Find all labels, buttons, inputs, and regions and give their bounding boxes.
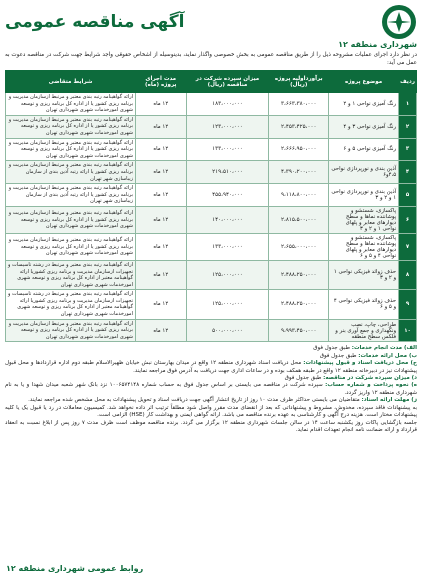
note-label: ب) محل ارائه خدمات:	[358, 352, 417, 359]
deposit-amount: ۱۲۳،۰۰۰،۰۰۰	[186, 115, 269, 138]
note-text: محل دریافت اسناد شهرداری منطقه ۱۲ واقع در میدان بهارستان نبش خیابان ظهیرالاسلام طبقه دوم اداره قراردادها و محل قبول پیشنهادات نیز در دبیرخانه منطقه ۱۲ واقع در طبقه همکف بوده و در ساعات اداری جهت دریافت به آدرس فوق مراجعه نمایند.	[5, 360, 417, 374]
note-item	[5, 420, 417, 435]
row-number: ۶	[399, 206, 417, 233]
note-text: جلسه بازگشایی پاکات روز یکشنبه ساعت ۱۴ در سالن جلسات شهرداری منطقه ۱۲ برگزار می گردد. برنده مناقصه موظف است ظرف مدت ۷ روز پس از ابلاغ نسبت به انعقاد قرارداد و ارائه ضمانت نامه انجام تعهدات اقدام نماید.	[5, 419, 418, 433]
footer-credit: روابط عمومی شهرداری منطقه ۱۲	[6, 564, 144, 573]
project-estimate: ۲،۸۱۵،۵۰۰،۰۰۰	[269, 206, 329, 233]
applicant-conditions: ارائه گواهینامه رتبه بندی معتبر و مرتبط ازسازمان مدیریت و برنامه ریزی کشور یا از اداره کل برنامه ریزی و توسعه شهری امورخدمات شهری شهرداری تهران	[6, 233, 136, 260]
table-row	[6, 260, 417, 289]
project-estimate: ۹،۱۱۸،۸۰۰،۰۰۰	[269, 184, 329, 207]
project-duration: ۱۲ ماه	[136, 138, 187, 161]
table-row	[6, 233, 417, 260]
applicant-conditions: ارائه گواهینامه رتبه بندی معتبر و مرتبط ازسازمان مدیریت و برنامه ریزی کشور یا از اداره کل برنامه ریزی و توسعه شهری امورخدمات شهری شهرداری تهران	[6, 319, 136, 342]
col-estimate: برآورداولیه پروژه (ریال)	[269, 71, 329, 93]
subtitle-row	[5, 40, 417, 49]
applicant-conditions: ارائه گواهینامه رتبه بندی معتبر و مرتبط ازسازمان مدیریت و برنامه ریزی کشور یا ارائه رتبه آذین بندی از سازمان زیباسازی شهر تهران	[6, 161, 136, 184]
note-item	[5, 345, 417, 352]
project-duration: ۱۲ ماه	[136, 319, 187, 342]
notes-section	[5, 345, 417, 434]
project-subject: آذین بندی و نورپردازی نواحی ۴،۵و۶	[329, 161, 399, 184]
row-number: ۷	[399, 233, 417, 260]
notice-title: آگهی مناقصه عمومی	[5, 12, 185, 32]
project-duration: ۱۲ ماه	[136, 206, 187, 233]
note-text: به پیشنهادات فاقد سپرده، مخدوش، مشروط و پیشنهاداتی که بعد از انقضای مدت مقرر واصل شود مطلقاً ترتیب اثر داده نخواهد شد. کمیسیون معاملات در رد یا قبول یک یا کلیه پیشنهادات مختار است. هزینه درج آگهی و کارشناسی به عهده برنده مناقصه می باشد. ارائه گواهی ایمنی و بهداشت کار (HSE) الزامی است.	[5, 404, 417, 419]
project-subject: رنگ آمیزی نواحی ۵ و ۶	[329, 138, 399, 161]
project-subject: پاکسازی، شستشو و پوشاننده نماها و سطح دیوارهای معابر و پلهای نواحی ۴ و ۵ و ۶	[329, 233, 399, 260]
project-estimate: ۲،۶۶۶،۹۵۰،۰۰۰	[269, 138, 329, 161]
row-number: ۵	[399, 184, 417, 207]
project-duration: ۱۲ ماه	[136, 260, 187, 289]
col-row-number: ردیف	[399, 71, 417, 93]
project-duration: ۱۲ ماه	[136, 233, 187, 260]
table-row	[6, 319, 417, 342]
table-header-row	[6, 71, 417, 93]
applicant-conditions: ارائه گواهینامه رتبه بندی معتبر و مرتبط ازسازمان مدیریت و برنامه ریزی کشور یا از اداره کل برنامه ریزی و توسعه شهری امورخدمات شهری شهرداری تهران	[6, 115, 136, 138]
project-estimate: ۲،۴۸۸،۲۵۰،۰۰۰	[269, 290, 329, 319]
project-estimate: ۲،۴۸۸،۲۵۰،۰۰۰	[269, 260, 329, 289]
deposit-amount: ۵۰۰،۰۰۰،۰۰۰	[186, 319, 269, 342]
applicant-conditions: ارائه گواهینامه رتبه بندی معتبر و مرتبط در رشته تاسیسات و تجهیزات ازسازمان مدیریت و برنامه ریزی کشوریا ارائه گواهینامه معتبر از اداره کل برنامه ریزی و توسعه شهری امورخدمات شهری شهرداری تهران	[6, 290, 136, 319]
project-estimate: ۲،۴۵۳،۴۲۵،۰۰۰	[269, 115, 329, 138]
applicant-conditions: ارائه گواهینامه رتبه بندی معتبر و مرتبط ازسازمان مدیریت و برنامه ریزی کشور یا از اداره کل برنامه ریزی و توسعه شهری امورخدمات شهری شهرداری تهران	[6, 206, 136, 233]
applicant-conditions: ارائه گواهینامه رتبه بندی معتبر و مرتبط ازسازمان مدیریت و برنامه ریزی کشور یا ارائه رتبه آذین بندی از سازمان زیباسازی شهر تهران	[6, 184, 136, 207]
deposit-amount: ۱۴۰،۰۰۰،۰۰۰	[186, 206, 269, 233]
row-number: ۸	[399, 260, 417, 289]
project-subject: رنگ آمیزی نواحی ۱ و ۲	[329, 93, 399, 116]
deposit-amount: ۱۲۵،۰۰۰،۰۰۰	[186, 260, 269, 289]
project-subject: طراحی، چاپ، نصب ونگهداری و جمع آوری بنر و فلکس سطح منطقه	[329, 319, 399, 342]
table-row	[6, 161, 417, 184]
note-label: الف) مدت انجام خدمات:	[351, 345, 417, 352]
note-text: طبق جدول فوق	[319, 352, 357, 359]
table-row	[6, 93, 417, 116]
row-number: ۳	[399, 138, 417, 161]
municipality-name: شهرداری منطقه ۱۲	[338, 40, 417, 49]
project-estimate: ۲،۶۵۵،۰۰۰،۰۰۰	[269, 233, 329, 260]
applicant-conditions: ارائه گواهینامه رتبه بندی معتبر و مرتبط ازسازمان مدیریت و برنامه ریزی کشور یا از اداره کل برنامه ریزی و توسعه شهری امورخدمات شهری شهرداری تهران	[6, 138, 136, 161]
note-item	[5, 405, 417, 420]
project-subject: حذف زوائد فیزیکی نواحی ۱ و ۲ و ۳	[329, 260, 399, 289]
project-estimate: ۹،۹۹۳،۴۵۰،۰۰۰	[269, 319, 329, 342]
deposit-amount: ۱۳۳،۰۰۰،۰۰۰	[186, 233, 269, 260]
note-label: د) میزان سپرده شرکت در مناقصه:	[323, 375, 417, 382]
row-number: ۱	[399, 93, 417, 116]
project-duration: ۱۲ ماه	[136, 161, 187, 184]
col-subject: موضوع پروژه	[329, 71, 399, 93]
project-duration: ۱۲ ماه	[136, 290, 187, 319]
deposit-amount: ۲۱۹،۵۱۰،۰۰۰	[186, 161, 269, 184]
note-item	[5, 353, 417, 360]
table-row	[6, 138, 417, 161]
row-number: ۴	[399, 161, 417, 184]
project-duration: ۱۲ ماه	[136, 184, 187, 207]
row-number: ۱۰	[399, 319, 417, 342]
notice-header	[5, 4, 417, 40]
municipality-logo-icon	[381, 4, 417, 40]
note-label: ه) نحوه پرداخت و شماره حساب:	[325, 382, 417, 389]
col-deposit: میزان سپرده شرکت در مناقصه (ریال)	[186, 71, 269, 93]
project-subject: آذین بندی و نورپردازی نواحی ۱ و ۲ و ۳	[329, 184, 399, 207]
project-duration: ۱۲ ماه	[136, 93, 187, 116]
project-subject: پاکسازی، شستشو و پوشاننده نماها و سطح دیوارهای معابر و پلهای نواحی ۱ و ۲ و ۳	[329, 206, 399, 233]
project-estimate: ۳،۶۶۳،۳۸۰،۰۰۰	[269, 93, 329, 116]
deposit-amount: ۱۲۵،۰۰۰،۰۰۰	[186, 290, 269, 319]
applicant-conditions: ارائه گواهینامه رتبه بندی معتبر و مرتبط ازسازمان مدیریت و برنامه ریزی کشور یا از اداره کل برنامه ریزی و توسعه شهری امورخدمات شهری شهرداری تهران	[6, 93, 136, 116]
note-text: طبق جدول فوق	[313, 345, 351, 352]
intro-text: در نظر دارد اجرای عملیات مشروحه ذیل را از طریق مناقصه عمومی به بخش خصوصی واگذار نماید، بدینوسیله از اشخاص حقوقی واجد شرایط جهت شرکت در مناقصه دعوت به عمل می آید:	[5, 52, 417, 66]
note-text: طبق جدول فوق	[284, 375, 322, 382]
project-subject: رنگ آمیزی نواحی ۳ و ۴	[329, 115, 399, 138]
table-row	[6, 290, 417, 319]
table-row	[6, 115, 417, 138]
table-body	[6, 93, 417, 342]
col-duration: مدت اجرای پروژه (ماه)	[136, 71, 187, 93]
row-number: ۲	[399, 115, 417, 138]
table-row	[6, 206, 417, 233]
project-subject: حذف زوائد فیزیکی نواحی ۴ و ۵ و ۶	[329, 290, 399, 319]
deposit-amount: ۱۸۳،۰۰۰،۰۰۰	[186, 93, 269, 116]
row-number: ۹	[399, 290, 417, 319]
note-label: ز) مهلت ارائه اسناد:	[361, 397, 417, 404]
note-text: متقاضیان می بایستی حداکثر ظرف مدت ۱۰ روز از تاریخ انتشار آگهی جهت دریافت اسناد و تحویل پیشنهادات به محل مشخص شده مراجعه نمایند.	[28, 397, 360, 404]
note-item	[5, 382, 417, 397]
table-row	[6, 184, 417, 207]
note-text: سپرده شرکت در مناقصه می بایستی بر اساس جدول فوق به حساب شماره ۱۰۰۶۵۷۴۱۴۸ نزد بانک شهر شعبه میدان شهدا و یا به نام شهرداری منطقه ۱۲ واریز گردد.	[5, 382, 417, 396]
note-item	[5, 397, 417, 404]
col-conditions: شرایط متقاضی	[6, 71, 136, 93]
note-label: ج) محل دریافت اسناد و قبول پیشنهادات:	[303, 360, 417, 367]
note-item	[5, 360, 417, 375]
projects-table	[5, 70, 417, 342]
project-estimate: ۴،۳۹۰،۲۰۰،۰۰۰	[269, 161, 329, 184]
project-duration: ۱۲ ماه	[136, 115, 187, 138]
deposit-amount: ۱۳۳،۰۰۰،۰۰۰	[186, 138, 269, 161]
deposit-amount: ۴۵۵،۹۴۰،۰۰۰	[186, 184, 269, 207]
applicant-conditions: ارائه گواهینامه رتبه بندی معتبر و مرتبط در رشته تاسیسات و تجهیزات ازسازمان مدیریت و برنامه ریزی کشوریا ارائه گواهینامه معتبر از اداره کل برنامه ریزی و توسعه شهری امورخدمات شهری شهرداری تهران	[6, 260, 136, 289]
